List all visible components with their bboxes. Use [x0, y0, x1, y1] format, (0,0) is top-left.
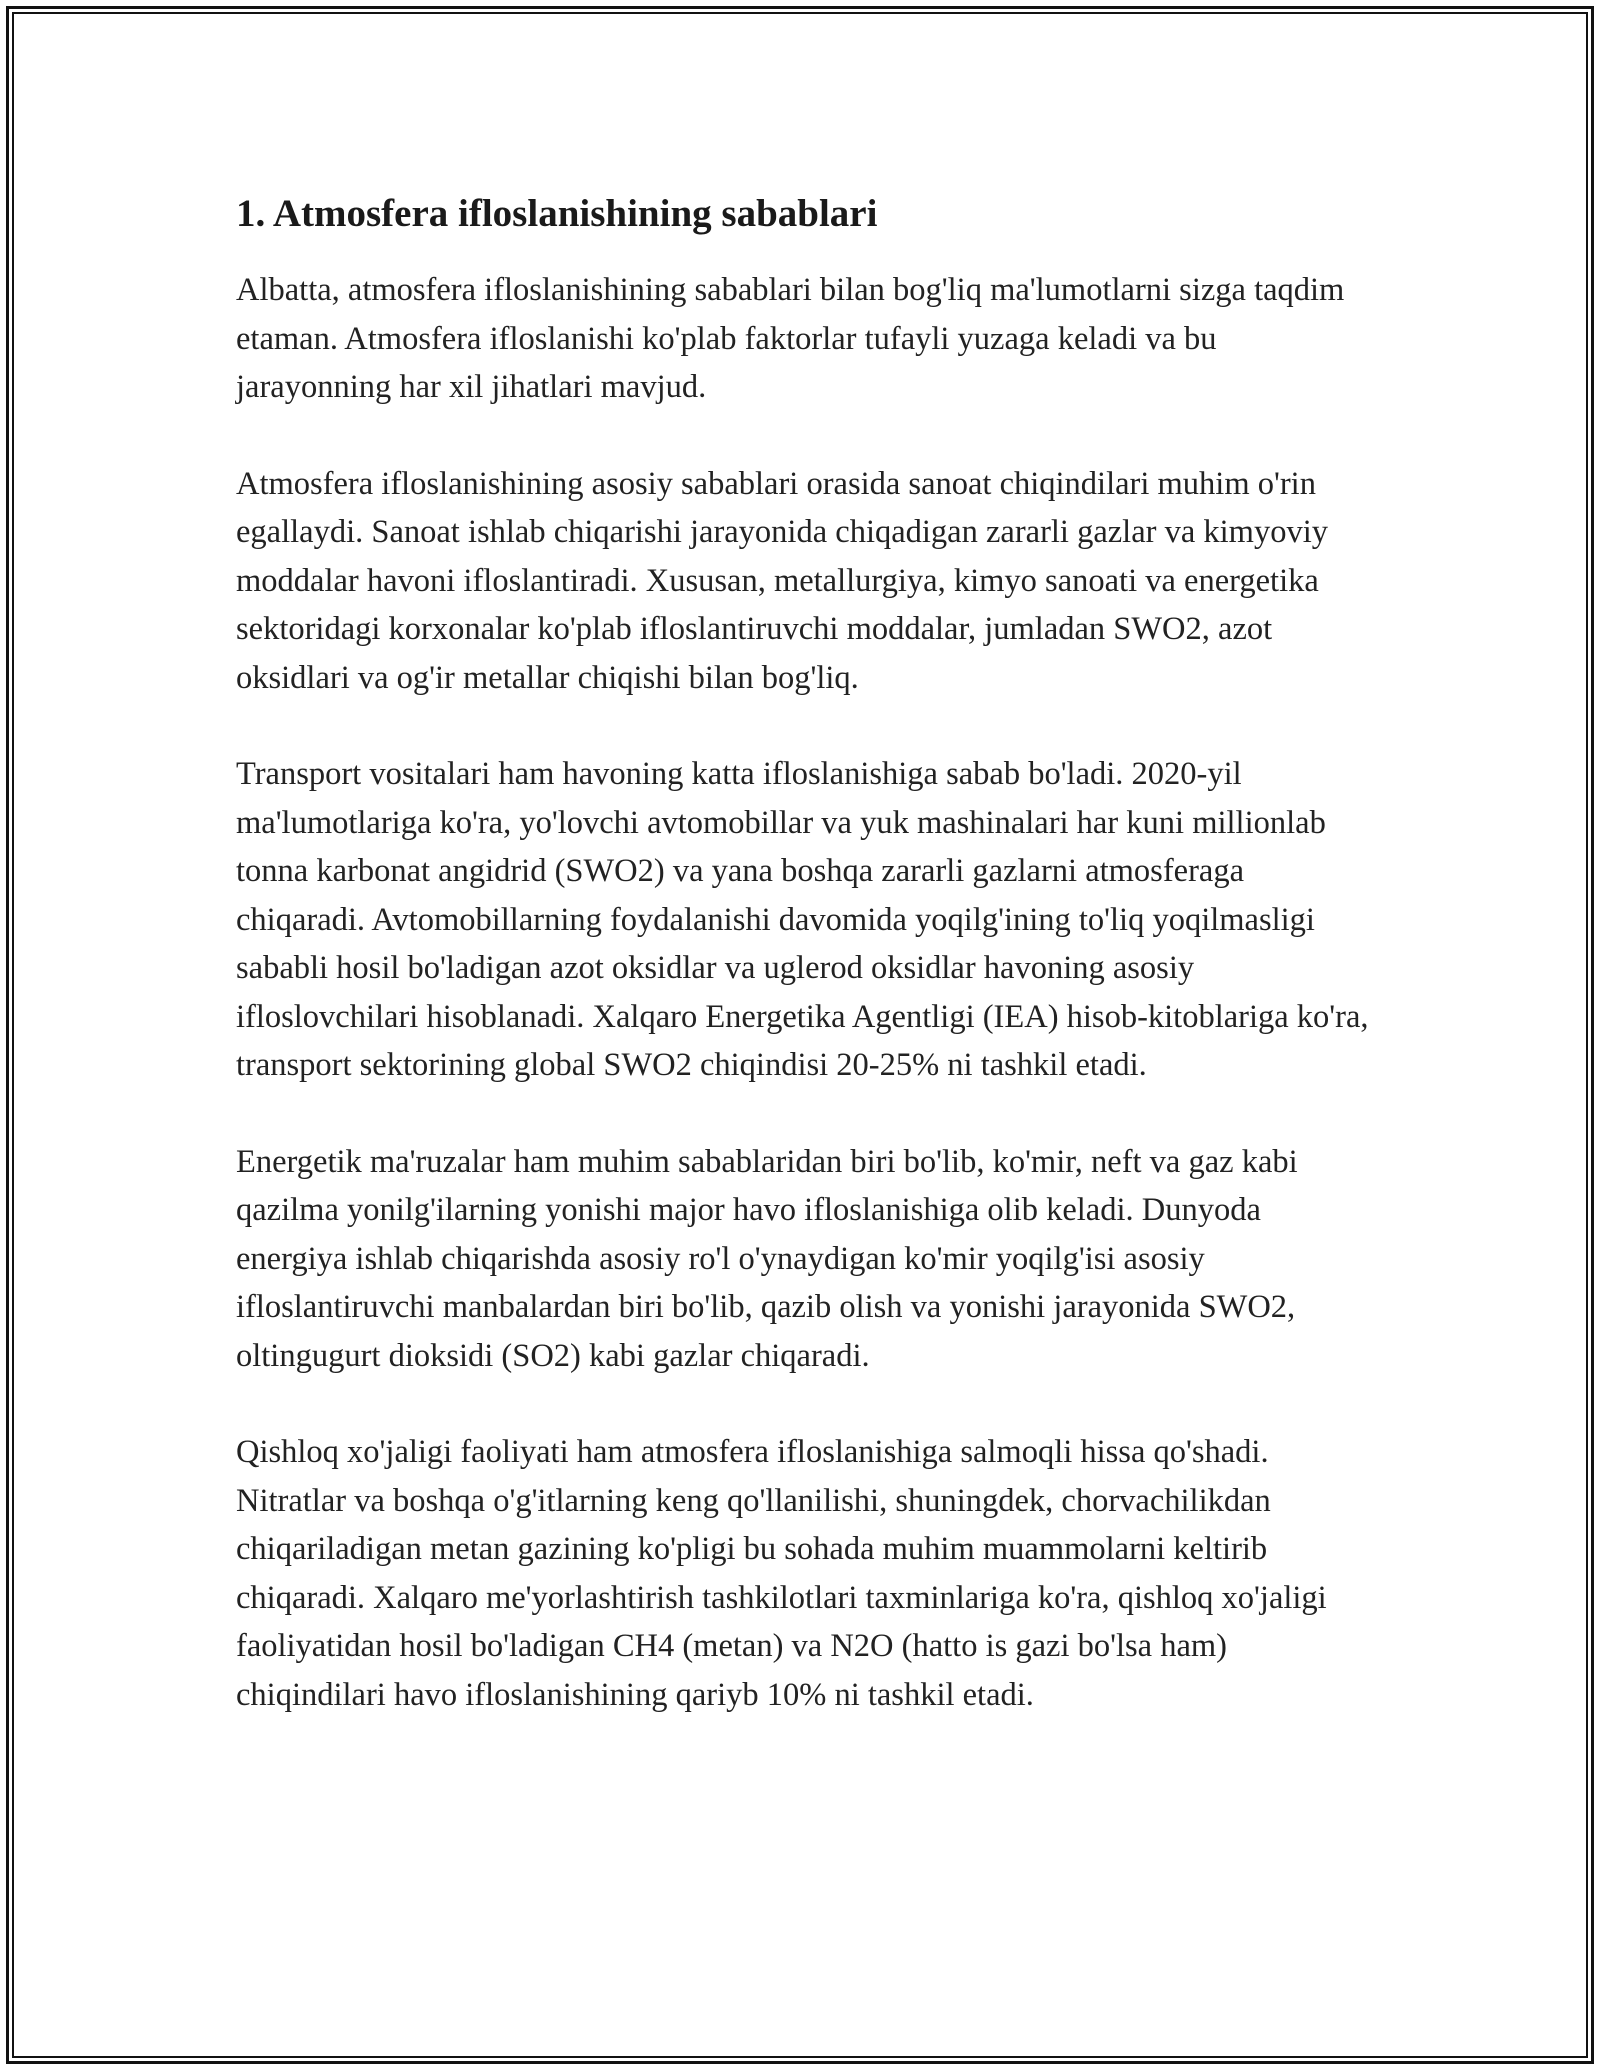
paragraph-intro: Albatta, atmosfera ifloslanishining sabablari bilan bog'liq ma'lumotlarni sizga taqdim etaman. Atmosfera ifloslanishi ko'plab faktorlar tufayli yuzaga keladi va bu jarayonning har xil jihatlari mavjud. — [236, 272, 1345, 405]
paragraph-energy: Energetik ma'ruzalar ham muhim sabablaridan biri bo'lib, ko'mir, neft va gaz kabi qazilma yonilg'ilarning yonishi major havo ifloslanishiga olib keladi. Dunyoda energiya ishlab chiqarishda asosiy ro'l o'ynaydigan ko'mir yoqilg'isi asosiy ifloslantiruvchi manbalardan biri bo'lib, qazib olish va yonishi jarayonida SWO2, oltingugurt dioksidi (SO2) kabi gazlar chiqaradi. — [236, 1143, 1298, 1374]
paragraph-transport: Transport vositalari ham havoning katta ifloslanishiga sabab bo'ladi. 2020-yil ma'lumotlariga ko'ra, yo'lovchi avtomobillar va yuk mashinalari har kuni millionlab tonna karbonat angidrid (SWO2) va yana boshqa zararli gazlarni atmosferaga chiqaradi. Avtomobillarning foydalanishi davomida yoqilg'ining to'liq yoqilmasligi sababli hosil bo'ladigan azot oksidlar va uglerod oksidlar havoning asosiy ifloslovchilari hisoblanadi. Xalqaro Energetika Agentligi (IEA) hisob-kitoblariga ko'ra, transport sektorining global SWO2 chiqindisi 20-25% ni tashkil etadi. — [236, 756, 1369, 1083]
paragraph-industry: Atmosfera ifloslanishining asosiy sabablari orasida sanoat chiqindilari muhim o'rin egallaydi. Sanoat ishlab chiqarishi jarayonida chiqadigan zararli gazlar va kimyoviy moddalar havoni ifloslantiradi. Xususan, metallurgiya, kimyo sanoati va energetika sektoridagi korxonalar ko'plab ifloslantiruvchi moddalar, jumladan SWO2, azot oksidlari va og'ir metallar chiqishi bilan bog'liq. — [236, 465, 1328, 696]
document-body — [236, 182, 1376, 1767]
paragraph-agriculture: Qishloq xo'jaligi faoliyati ham atmosfera ifloslanishiga salmoqli hissa qo'shadi. Nitratlar va boshqa o'g'itlarning keng qo'llanilishi, shuningdek, chorvachilikdan chiqariladigan metan gazining ko'pligi bu sohada muhim muammolarni keltirib chiqaradi. Xalqaro me'yorlashtirish tashkilotlari taxminlariga ko'ra, qishloq xo'jaligi faoliyatidan hosil bo'ladigan CH4 (metan) va N2O (hatto is gazi bo'lsa ham) chiqindilari havo ifloslanishining qariyb 10% ni tashkil etadi. — [236, 1434, 1327, 1713]
section-heading: 1. Atmosfera ifloslanishining sabablari — [236, 192, 878, 235]
